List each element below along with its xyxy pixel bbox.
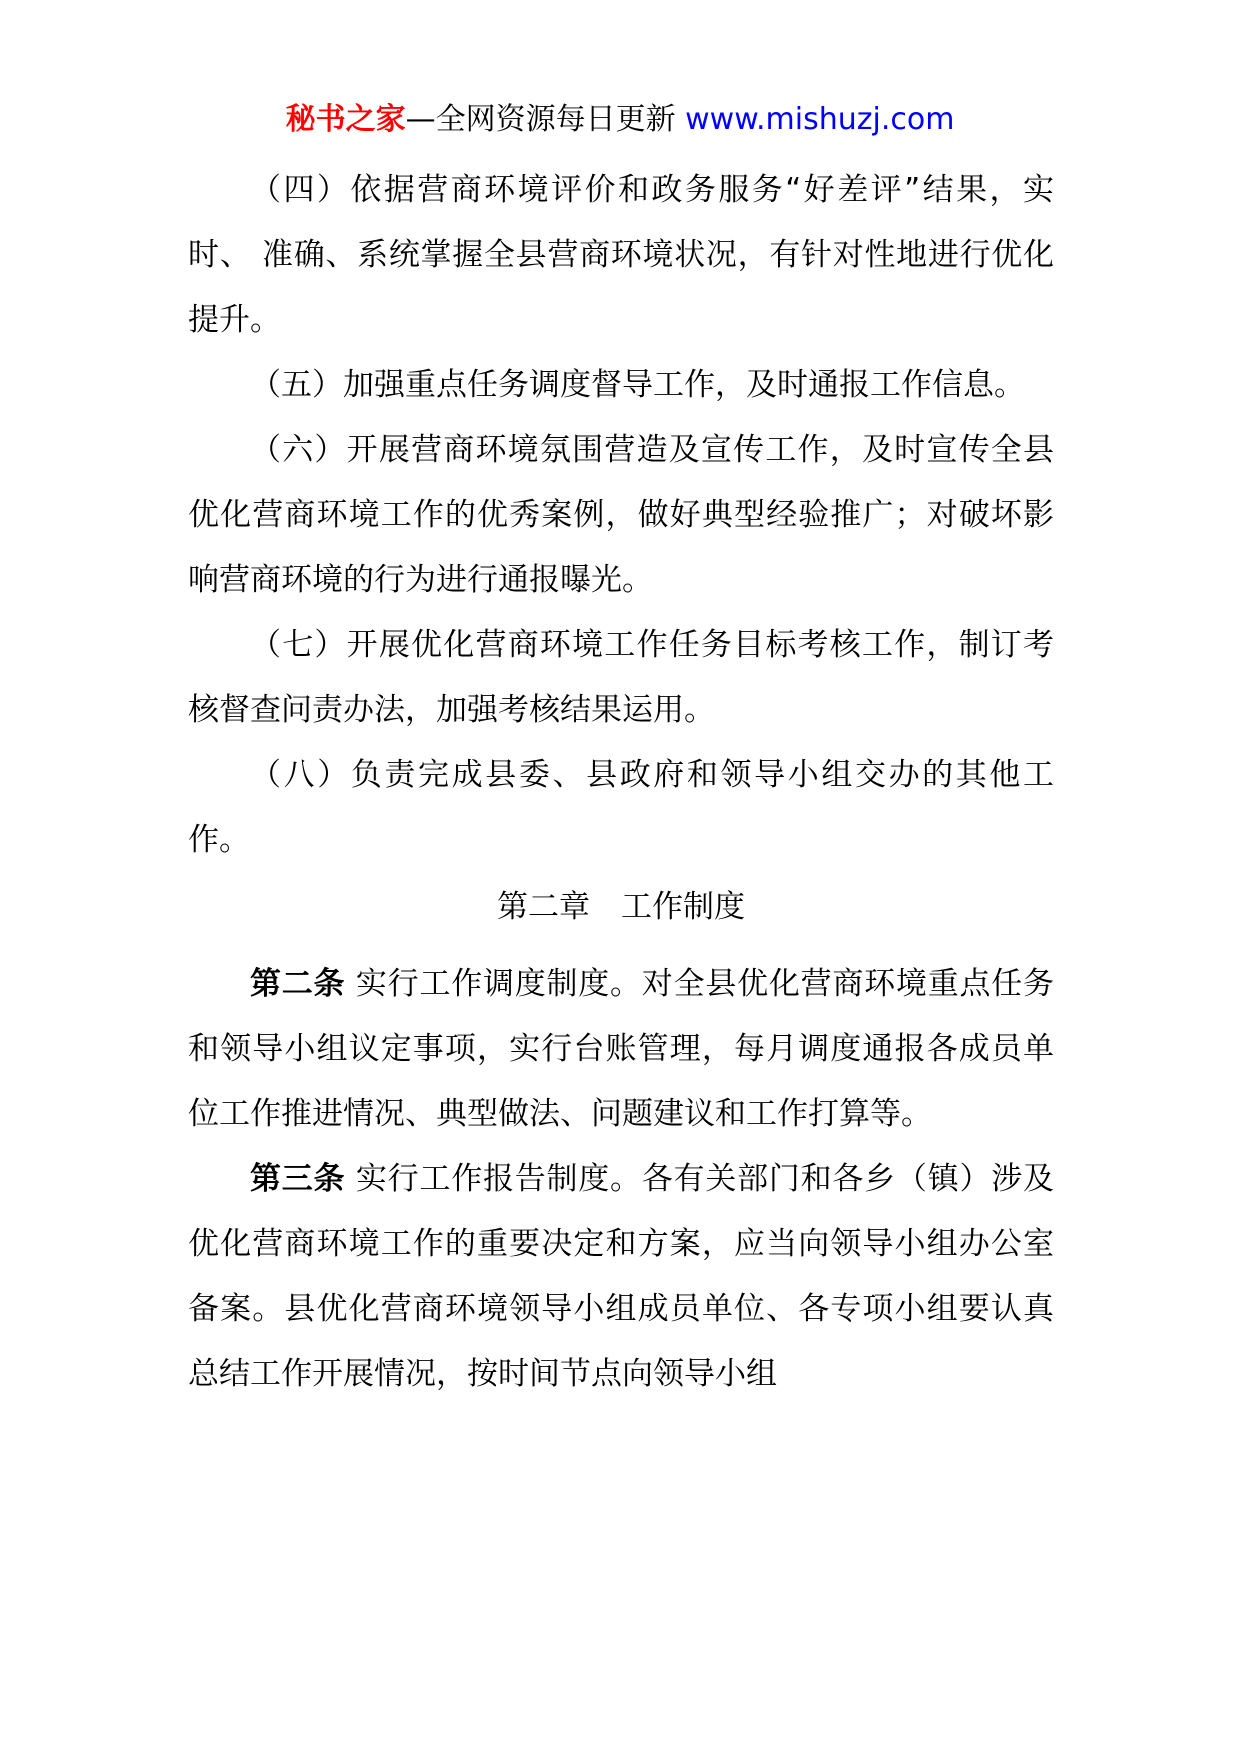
article-3-text: 实行工作报告制度。各有关部门和各乡（镇）涉及优化营商环境工作的重要决定和方案，应当向领导小组办公室备案。县优化营商环境领导小组成员单位、各专项小组要认真总结工作开展情况，按时间节点向领导小组	[188, 1161, 1054, 1392]
article-2-label: 第二条	[250, 966, 346, 1002]
article-2-text: 实行工作调度制度。对全县优化营商环境重点任务和领导小组议定事项，实行台账管理，每月调度通报各成员单位工作推进情况、典型做法、问题建议和工作打算等。	[188, 966, 1054, 1132]
document-body	[188, 158, 1054, 1407]
header-slogan: —全网资源每日更新	[405, 102, 686, 137]
paragraph-item-8: （八）负责完成县委、县政府和领导小组交办的其他工作。	[188, 757, 1054, 858]
paragraph-item-6: （六）开展营商环境氛围营造及宣传工作，及时宣传全县优化营商环境工作的优秀案例，做好典型经验推广；对破坏影响营商环境的行为进行通报曝光。	[188, 432, 1054, 598]
article-2	[188, 952, 1054, 1147]
article-3	[188, 1147, 1054, 1407]
paragraph-item-4: （四）依据营商环境评价和政务服务“好差评”结果，实时、 准确、系统掌握全县营商环境状况，有针对性地进行优化提升。	[188, 172, 1054, 338]
article-3-label: 第三条	[250, 1161, 346, 1197]
site-header	[0, 100, 1240, 140]
site-url[interactable]: www.mishuzj.com	[685, 102, 955, 137]
paragraph-item-5: （五）加强重点任务调度督导工作，及时通报工作信息。	[250, 367, 1025, 403]
brand-name: 秘书之家	[285, 102, 406, 137]
chapter-title: 第二章 工作制度	[497, 889, 745, 925]
paragraph-item-7: （七）开展优化营商环境工作任务目标考核工作，制订考核督查问责办法，加强考核结果运用。	[188, 627, 1054, 728]
